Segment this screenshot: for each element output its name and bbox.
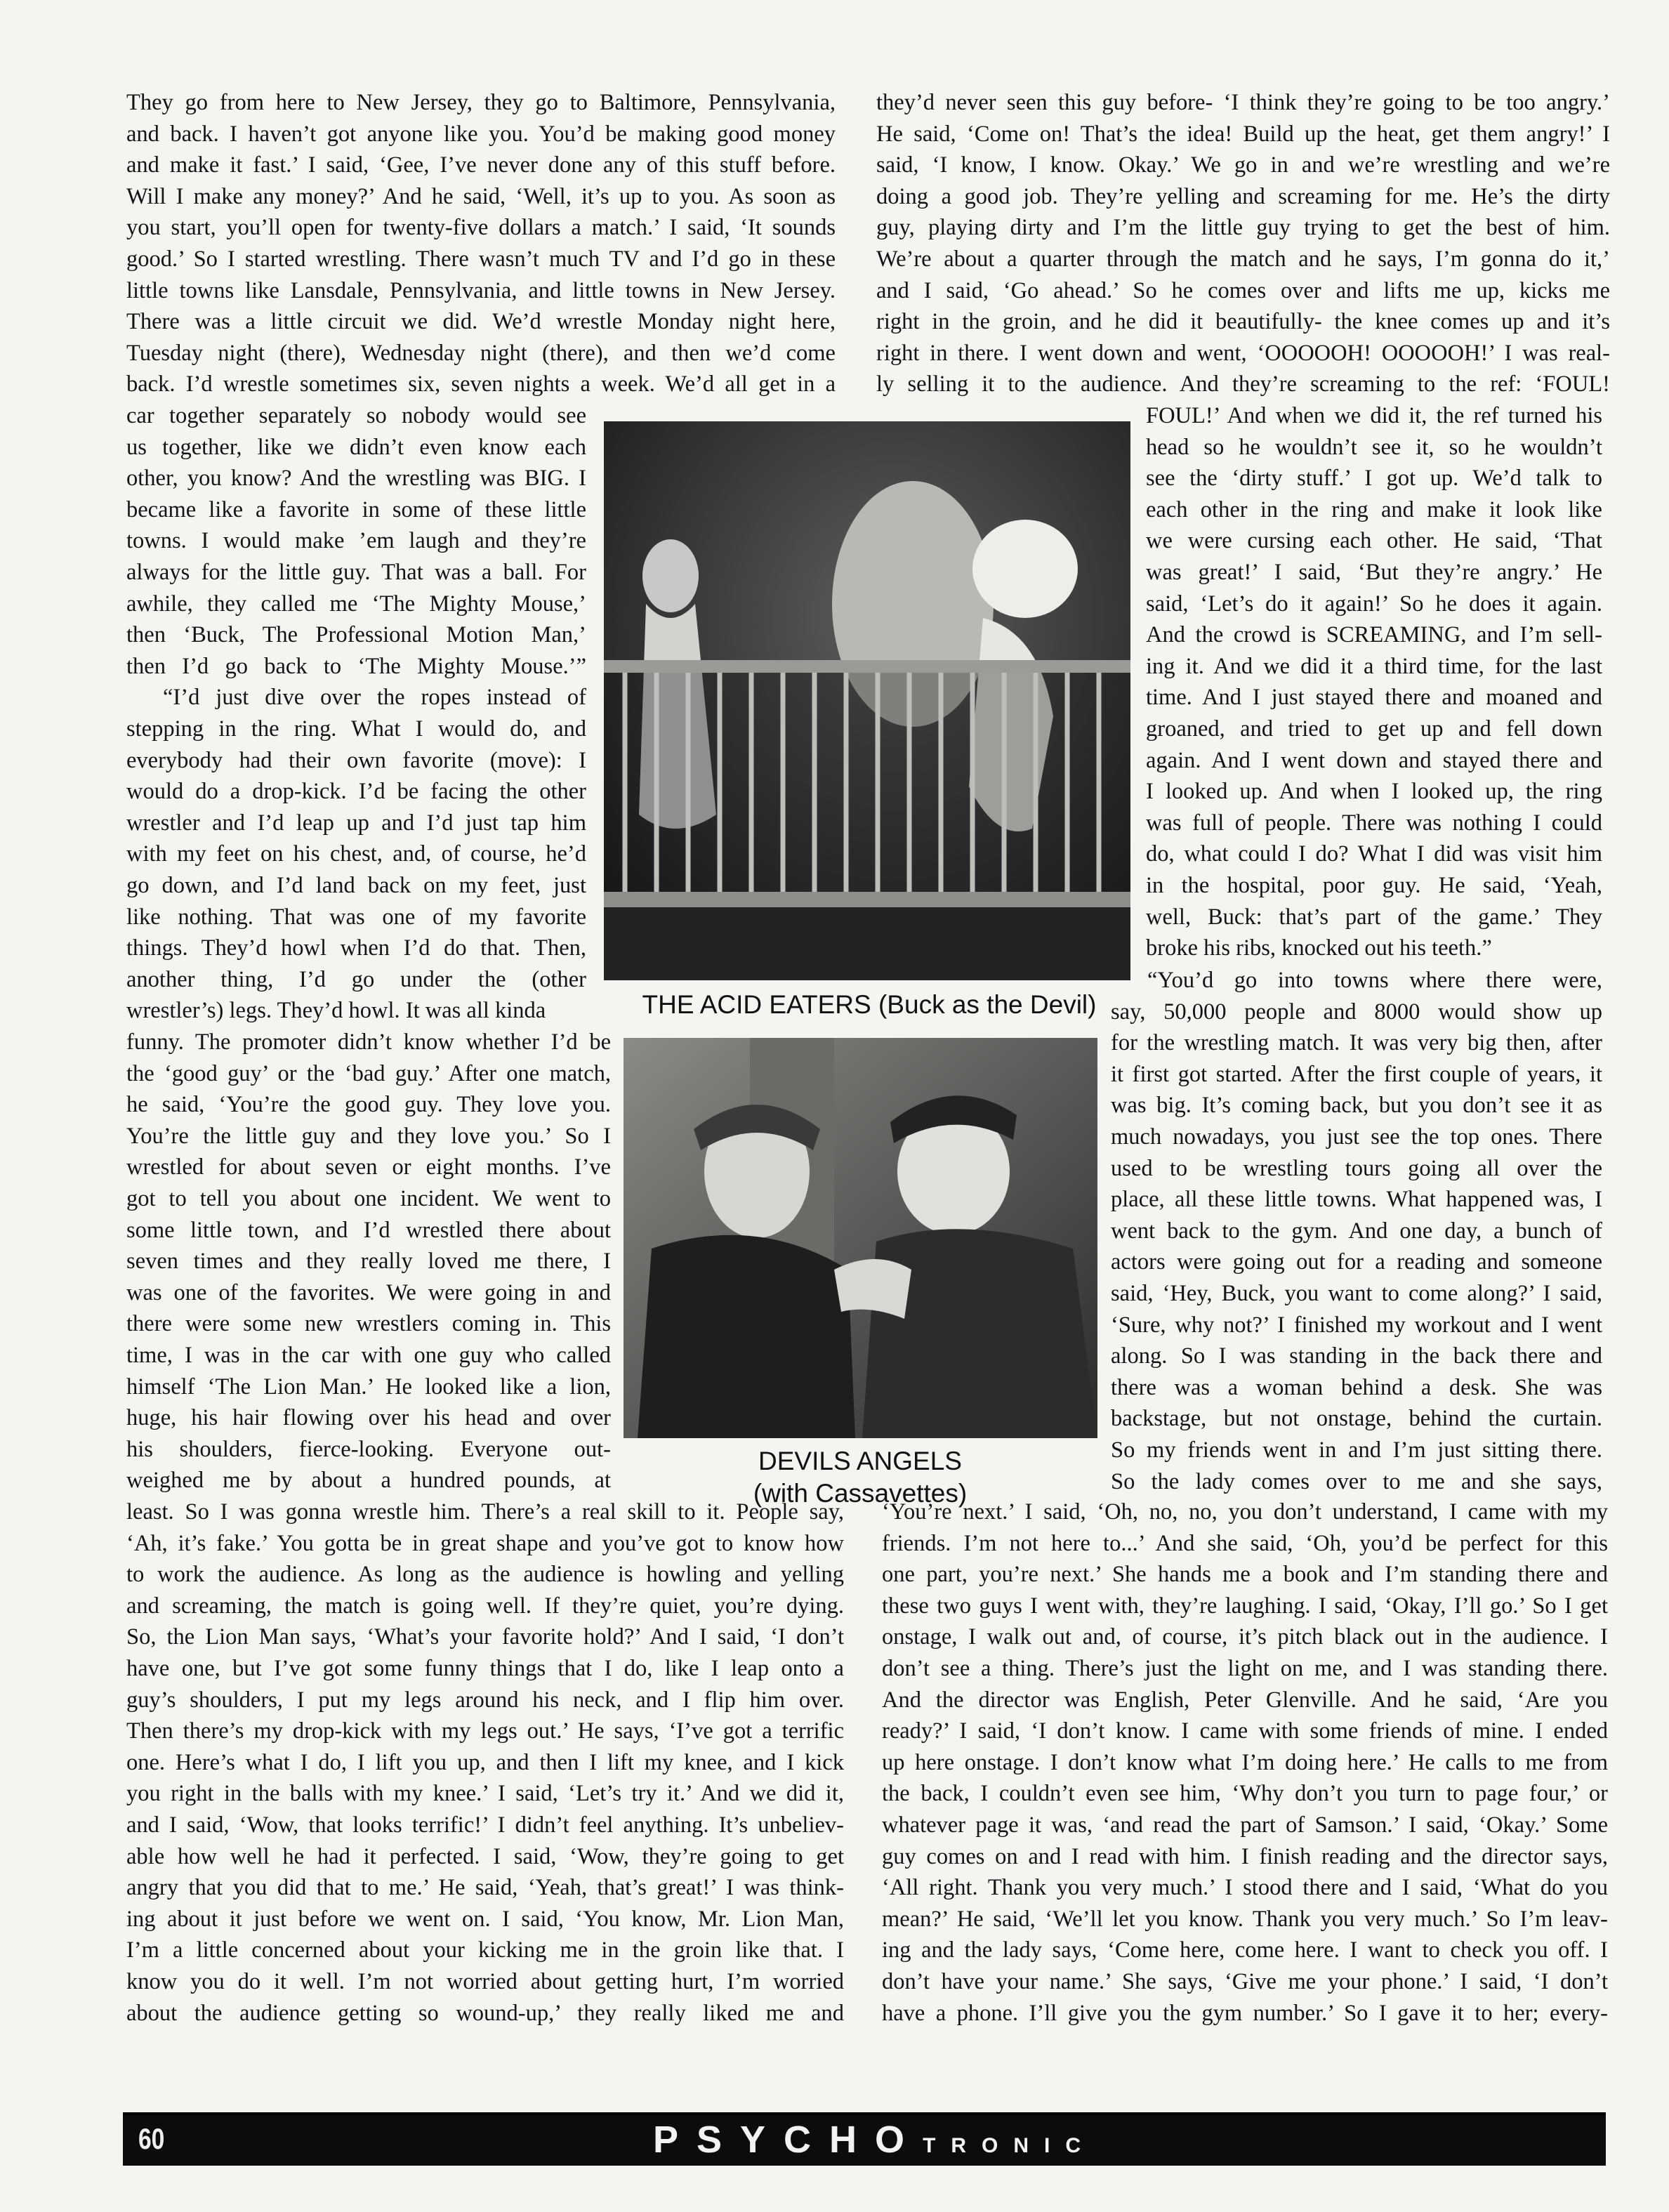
text-line: they’d never seen this guy before- ‘I think they’re going to be too angry.’ <box>876 90 1610 115</box>
devils-angels-caption-title: DEVILS ANGELS <box>758 1447 962 1475</box>
text-line: And the crowd is SCREAMING, and I’m sell- <box>1146 622 1602 648</box>
text-line: one part, you’re next.’ She hands me a book and I’m standing there and <box>882 1562 1608 1588</box>
text-line: right in the groin, and he did it beautifully- the knee comes up and it’s <box>876 309 1610 335</box>
text-line: doing a good job. They’re yelling and screaming for me. He’s the dirty <box>876 183 1610 209</box>
text-line: “You’d go into towns where there were, <box>1147 968 1602 993</box>
text-line: do, what could I do? What I did was visit him <box>1146 841 1602 867</box>
text-line: became like a favorite in some of these little <box>126 496 586 522</box>
text-line: head so he wouldn’t see it, so he wouldn’t <box>1146 434 1602 460</box>
text-line: angry that you did that to me.’ He said, ‘Yeah, that’s great!’ I was think- <box>126 1875 844 1901</box>
devils-angels-caption-sub: (with Cassavettes) <box>753 1479 968 1508</box>
text-line: up here onstage. I don’t know what I’m doing here.’ He calls to me from <box>882 1749 1608 1775</box>
text-line: it first got started. After the first couple of years, it <box>1111 1061 1602 1087</box>
text-line: ly selling it to the audience. And they’re screaming to the ref: ‘FOUL! <box>876 371 1610 397</box>
text-line: So my friends went in and I’m just sitting there. <box>1111 1437 1602 1463</box>
text-line: went back to the gym. And one day, a bunch of <box>1111 1218 1602 1244</box>
text-line: FOUL!’ And when we did it, the ref turned his <box>1146 403 1602 428</box>
text-line: wrestled for about seven or eight months. I’ve <box>126 1154 611 1180</box>
col2-top-text <box>876 87 1610 400</box>
text-line: always for the little guy. That was a ball. For <box>126 559 586 585</box>
text-line: don’t have your name.’ She says, ‘Give me your phone.’ I said, ‘I don’t <box>882 1968 1608 1994</box>
text-line: the back, I couldn’t even see him, ‘Why don’t you turn to page four,’ or <box>882 1781 1608 1807</box>
text-line: ‘Sure, why not?’ I finished my workout and I went <box>1111 1312 1602 1338</box>
text-line: would do a drop-kick. I’d be facing the other <box>126 779 586 805</box>
text-line: much nowadays, you just see the top ones. There <box>1111 1124 1602 1150</box>
text-line: groaned, and tried to get up and fell down <box>1146 716 1602 742</box>
text-line: said, ‘I know, I know. Okay.’ We go in and we’re wrestling and we’re <box>876 152 1610 178</box>
text-line: Then there’s my drop-kick with my legs out.’ He says, ‘I’ve got a terrific <box>126 1718 844 1744</box>
text-line: go down, and I’d land back on my feet, just <box>126 872 586 898</box>
text-line: we were cursing each other. He said, ‘That <box>1146 528 1602 554</box>
text-line: friends. I’m not here to...’ And she said, ‘Oh, you’d be perfect for this <box>882 1530 1608 1556</box>
text-line: another thing, I’d go under the (other <box>126 966 586 992</box>
text-line: and I said, ‘Wow, that looks terrific!’ I didn’t feel anything. It’s unbeliev- <box>126 1812 844 1838</box>
text-line: and screaming, the match is going well. If they’re quiet, you’re dying. <box>126 1593 844 1619</box>
text-line: whatever page it was, ‘and read the part of Samson.’ I said, ‘Okay.’ Some <box>882 1812 1608 1838</box>
text-line: wrestler and I’d leap up and I’d just tap him <box>126 810 586 836</box>
text-line: well, Buck: that’s part of the game.’ They <box>1146 904 1602 930</box>
text-line: each other in the ring and make it look like <box>1146 496 1602 522</box>
text-line: right in there. I went down and went, ‘OOOOOH! OOOOOH!’ I was real- <box>876 340 1610 366</box>
text-line: these two guys I went with, they’re laughing. I said, ‘Okay, I’ll go.’ So I get <box>882 1593 1608 1619</box>
text-line: and make it fast.’ I said, ‘Gee, I’ve never done any of this stuff before. <box>126 152 836 178</box>
col1-bottom-text <box>126 1496 844 2029</box>
text-line: ‘All right. Thank you very much.’ I stood there and I said, ‘What do you <box>882 1875 1608 1901</box>
text-line: And the director was English, Peter Glenville. And he said, ‘Are you <box>882 1687 1608 1713</box>
devils-angels-photo <box>624 1038 1097 1438</box>
acid-eaters-caption: THE ACID EATERS (Buck as the Devil) <box>642 990 1097 1019</box>
text-line: You’re the little guy and they love you.’ So I <box>126 1123 611 1149</box>
text-line: was full of people. There was nothing I could <box>1146 810 1602 836</box>
text-line: was one of the favorites. We were going in and <box>126 1279 611 1305</box>
text-line: some little town, and I’d wrestled there about <box>126 1217 611 1243</box>
acid-eaters-photo <box>604 421 1130 980</box>
text-line: guy’s shoulders, I put my legs around his neck, and I flip him over. <box>126 1687 844 1713</box>
col1-mid-b-text <box>126 1027 611 1496</box>
text-line: in the hospital, poor guy. He said, ‘Yeah, <box>1146 872 1602 898</box>
text-line: awhile, they called me ‘The Mighty Mouse,’ <box>126 591 586 617</box>
text-line: So the lady comes over to me and she says, <box>1111 1468 1602 1494</box>
text-line: place, all these little towns. What happened was, I <box>1111 1187 1602 1213</box>
text-line: wrestler’s) legs. They’d howl. It was all kinda <box>126 998 546 1024</box>
text-line: about the audience getting so wound-up,’ they really liked me and <box>126 2000 844 2026</box>
text-line: to work the audience. As long as the audience is howling and yelling <box>126 1562 844 1588</box>
text-line: ing about it just before we went on. I said, ‘You know, Mr. Lion Man, <box>126 1906 844 1932</box>
text-line: he said, ‘You’re the good guy. They love you. <box>126 1092 611 1118</box>
text-line: We’re about a quarter through the match and he says, I’m gonna do it,’ <box>876 246 1610 272</box>
text-line: things. They’d howl when I’d do that. Then, <box>126 935 586 961</box>
text-line: and I said, ‘Go ahead.’ So he comes over and lifts me up, kicks me <box>876 277 1610 303</box>
text-line: Will I make any money?’ And he said, ‘Well, it’s up to you. As soon as <box>126 183 836 209</box>
text-line: see the ‘dirty stuff.’ I got up. We’d talk to <box>1146 466 1602 492</box>
text-line: least. So I was gonna wrestle him. There’s a real skill to it. People say, <box>126 1499 844 1525</box>
text-line: “I’d just dive over the ropes instead of <box>163 685 586 711</box>
text-line: said, ‘Let’s do it again!’ So he does it again. <box>1146 591 1602 617</box>
text-line: like nothing. That was one of my favorite <box>126 904 586 930</box>
text-line: They go from here to New Jersey, they go to Baltimore, Pennsylvania, <box>126 90 836 115</box>
text-line: Tuesday night (there), Wednesday night (there), and then we’d come <box>126 340 836 366</box>
text-line: along. So I was standing in the back there and <box>1111 1343 1602 1369</box>
text-line: time, I was in the car with one guy who called <box>126 1342 611 1368</box>
text-line: funny. The promoter didn’t know whether I’d be <box>126 1029 611 1055</box>
text-line: have one, but I’ve got some funny things that I do, like I leap onto a <box>126 1655 844 1681</box>
text-line: his shoulders, fierce-looking. Everyone out- <box>126 1436 611 1462</box>
text-line: the ‘good guy’ or the ‘bad guy.’ After one match, <box>126 1060 611 1086</box>
text-line: have a phone. I’ll give you the gym number.’ So I gave it to her; every- <box>882 2000 1608 2026</box>
text-line: back. I’d wrestle sometimes six, seven nights a week. We’d all get in a <box>126 371 836 397</box>
text-line: time. And I just stayed there and moaned and <box>1146 685 1602 711</box>
masthead-small-letters: TRONIC <box>923 2134 1097 2157</box>
text-line: I looked up. And when I looked up, the ring <box>1146 779 1602 805</box>
text-line: mean?’ He said, ‘We’ll let you know. Thank you very much.’ So I’m leav- <box>882 1906 1608 1932</box>
text-line: ‘Ah, it’s fake.’ You gotta be in great shape and you’ve got to know how <box>126 1530 844 1556</box>
text-line: So, the Lion Man says, ‘What’s your favorite hold?’ And I said, ‘I don’t <box>126 1624 844 1650</box>
text-line: you start, you’ll open for twenty-five dollars a match.’ I said, ‘It sounds <box>126 215 836 241</box>
text-line: broke his ribs, knocked out his teeth.” <box>1146 935 1492 961</box>
text-line: said, ‘Hey, Buck, you want to come along?’ I said, <box>1111 1280 1602 1306</box>
text-line: towns. I would make ’em laugh and they’re <box>126 528 586 554</box>
text-line: ‘You’re next.’ I said, ‘Oh, no, no, you don’t understand, I came with my <box>882 1499 1608 1525</box>
text-line: one. Here’s what I do, I lift you up, and then I lift my knee, and I kick <box>126 1749 844 1775</box>
text-line: and back. I haven’t got anyone like you. You’d be making good money <box>126 121 836 147</box>
text-line: car together separately so nobody would see <box>126 403 586 428</box>
text-line: He said, ‘Come on! That’s the idea! Build up the heat, get them angry!’ I <box>876 121 1610 147</box>
text-line: stepping in the ring. What I would do, and <box>126 716 586 742</box>
text-line: everybody had their own favorite (move): I <box>126 747 586 773</box>
page-number: 60 <box>138 2122 165 2155</box>
text-line: was great!’ I said, ‘But they’re angry.’ He <box>1146 559 1602 585</box>
text-line: again. And I went down and stayed there and <box>1146 747 1602 773</box>
text-line: for the wrestling match. It was very big then, after <box>1111 1030 1602 1056</box>
text-line: weighed me by about a hundred pounds, at <box>126 1468 611 1494</box>
text-line: then ‘Buck, The Professional Motion Man,’ <box>126 622 586 648</box>
col1-top-text <box>126 87 836 400</box>
text-line: know you do it well. I’m not worried about getting hurt, I’m worried <box>126 1968 844 1994</box>
text-line: other, you know? And the wrestling was BIG. I <box>126 466 586 492</box>
text-line: us together, like we didn’t even know each <box>126 434 586 460</box>
magazine-masthead <box>653 2118 1096 2161</box>
text-line: there was a woman behind a desk. She was <box>1111 1374 1602 1400</box>
text-line: onstage, I walk out and, of course, it’s pitch black out in the audience. I <box>882 1624 1608 1650</box>
text-line: huge, his hair flowing over his head and over <box>126 1405 611 1431</box>
masthead-big-letters: PSYCHO <box>653 2119 923 2161</box>
text-line: guy, playing dirty and I’m the little guy trying to get the best of him. <box>876 215 1610 241</box>
col2-mid-a-text <box>1146 400 1602 964</box>
text-line: actors were going out for a reading and someone <box>1111 1249 1602 1275</box>
text-line: used to be wrestling tours going all over the <box>1111 1155 1602 1181</box>
text-line: backstage, but not onstage, behind the curtain. <box>1111 1406 1602 1432</box>
text-line: himself ‘The Lion Man.’ He looked like a lion, <box>126 1374 611 1400</box>
text-line: ing it. And we did it a third time, for the last <box>1146 653 1602 679</box>
text-line: you right in the balls with my knee.’ I said, ‘Let’s try it.’ And we did it, <box>126 1781 844 1807</box>
text-line: say, 50,000 people and 8000 would show up <box>1111 999 1602 1025</box>
text-line: I’m a little concerned about your kicking me in the groin like that. I <box>126 1937 844 1963</box>
text-line: was big. It’s coming back, but you don’t see it as <box>1111 1093 1602 1119</box>
col2-mid-b-text <box>1111 965 1602 1497</box>
text-line: with my feet on his chest, and, of course, he’d <box>126 841 586 867</box>
text-line: good.’ So I started wrestling. There wasn’t much TV and I’d go in these <box>126 246 836 272</box>
page-footer <box>123 2112 1606 2166</box>
col1-mid-a-text <box>126 400 586 1027</box>
text-line: able how well he had it perfected. I said, ‘Wow, they’re going to get <box>126 1843 844 1869</box>
col2-bottom-text <box>882 1496 1608 2029</box>
text-line: got to tell you about one incident. We went to <box>126 1185 611 1211</box>
text-line: seven times and they really loved me there, I <box>126 1249 611 1275</box>
text-line: ready?’ I said, ‘I don’t know. I came with some friends of mine. I ended <box>882 1718 1608 1744</box>
text-line: There was a little circuit we did. We’d wrestle Monday night here, <box>126 309 836 335</box>
text-line: ing and the lady says, ‘Come here, come here. I want to check you off. I <box>882 1937 1608 1963</box>
text-line: then I’d go back to ‘The Mighty Mouse.’” <box>126 653 586 679</box>
text-line: little towns like Lansdale, Pennsylvania, and little towns in New Jersey. <box>126 277 836 303</box>
text-line: there were some new wrestlers coming in. This <box>126 1311 611 1337</box>
text-line: guy comes on and I read with him. I finish reading and the director says, <box>882 1843 1608 1869</box>
text-line: don’t see a thing. There’s just the light on me, and I was standing there. <box>882 1655 1608 1681</box>
